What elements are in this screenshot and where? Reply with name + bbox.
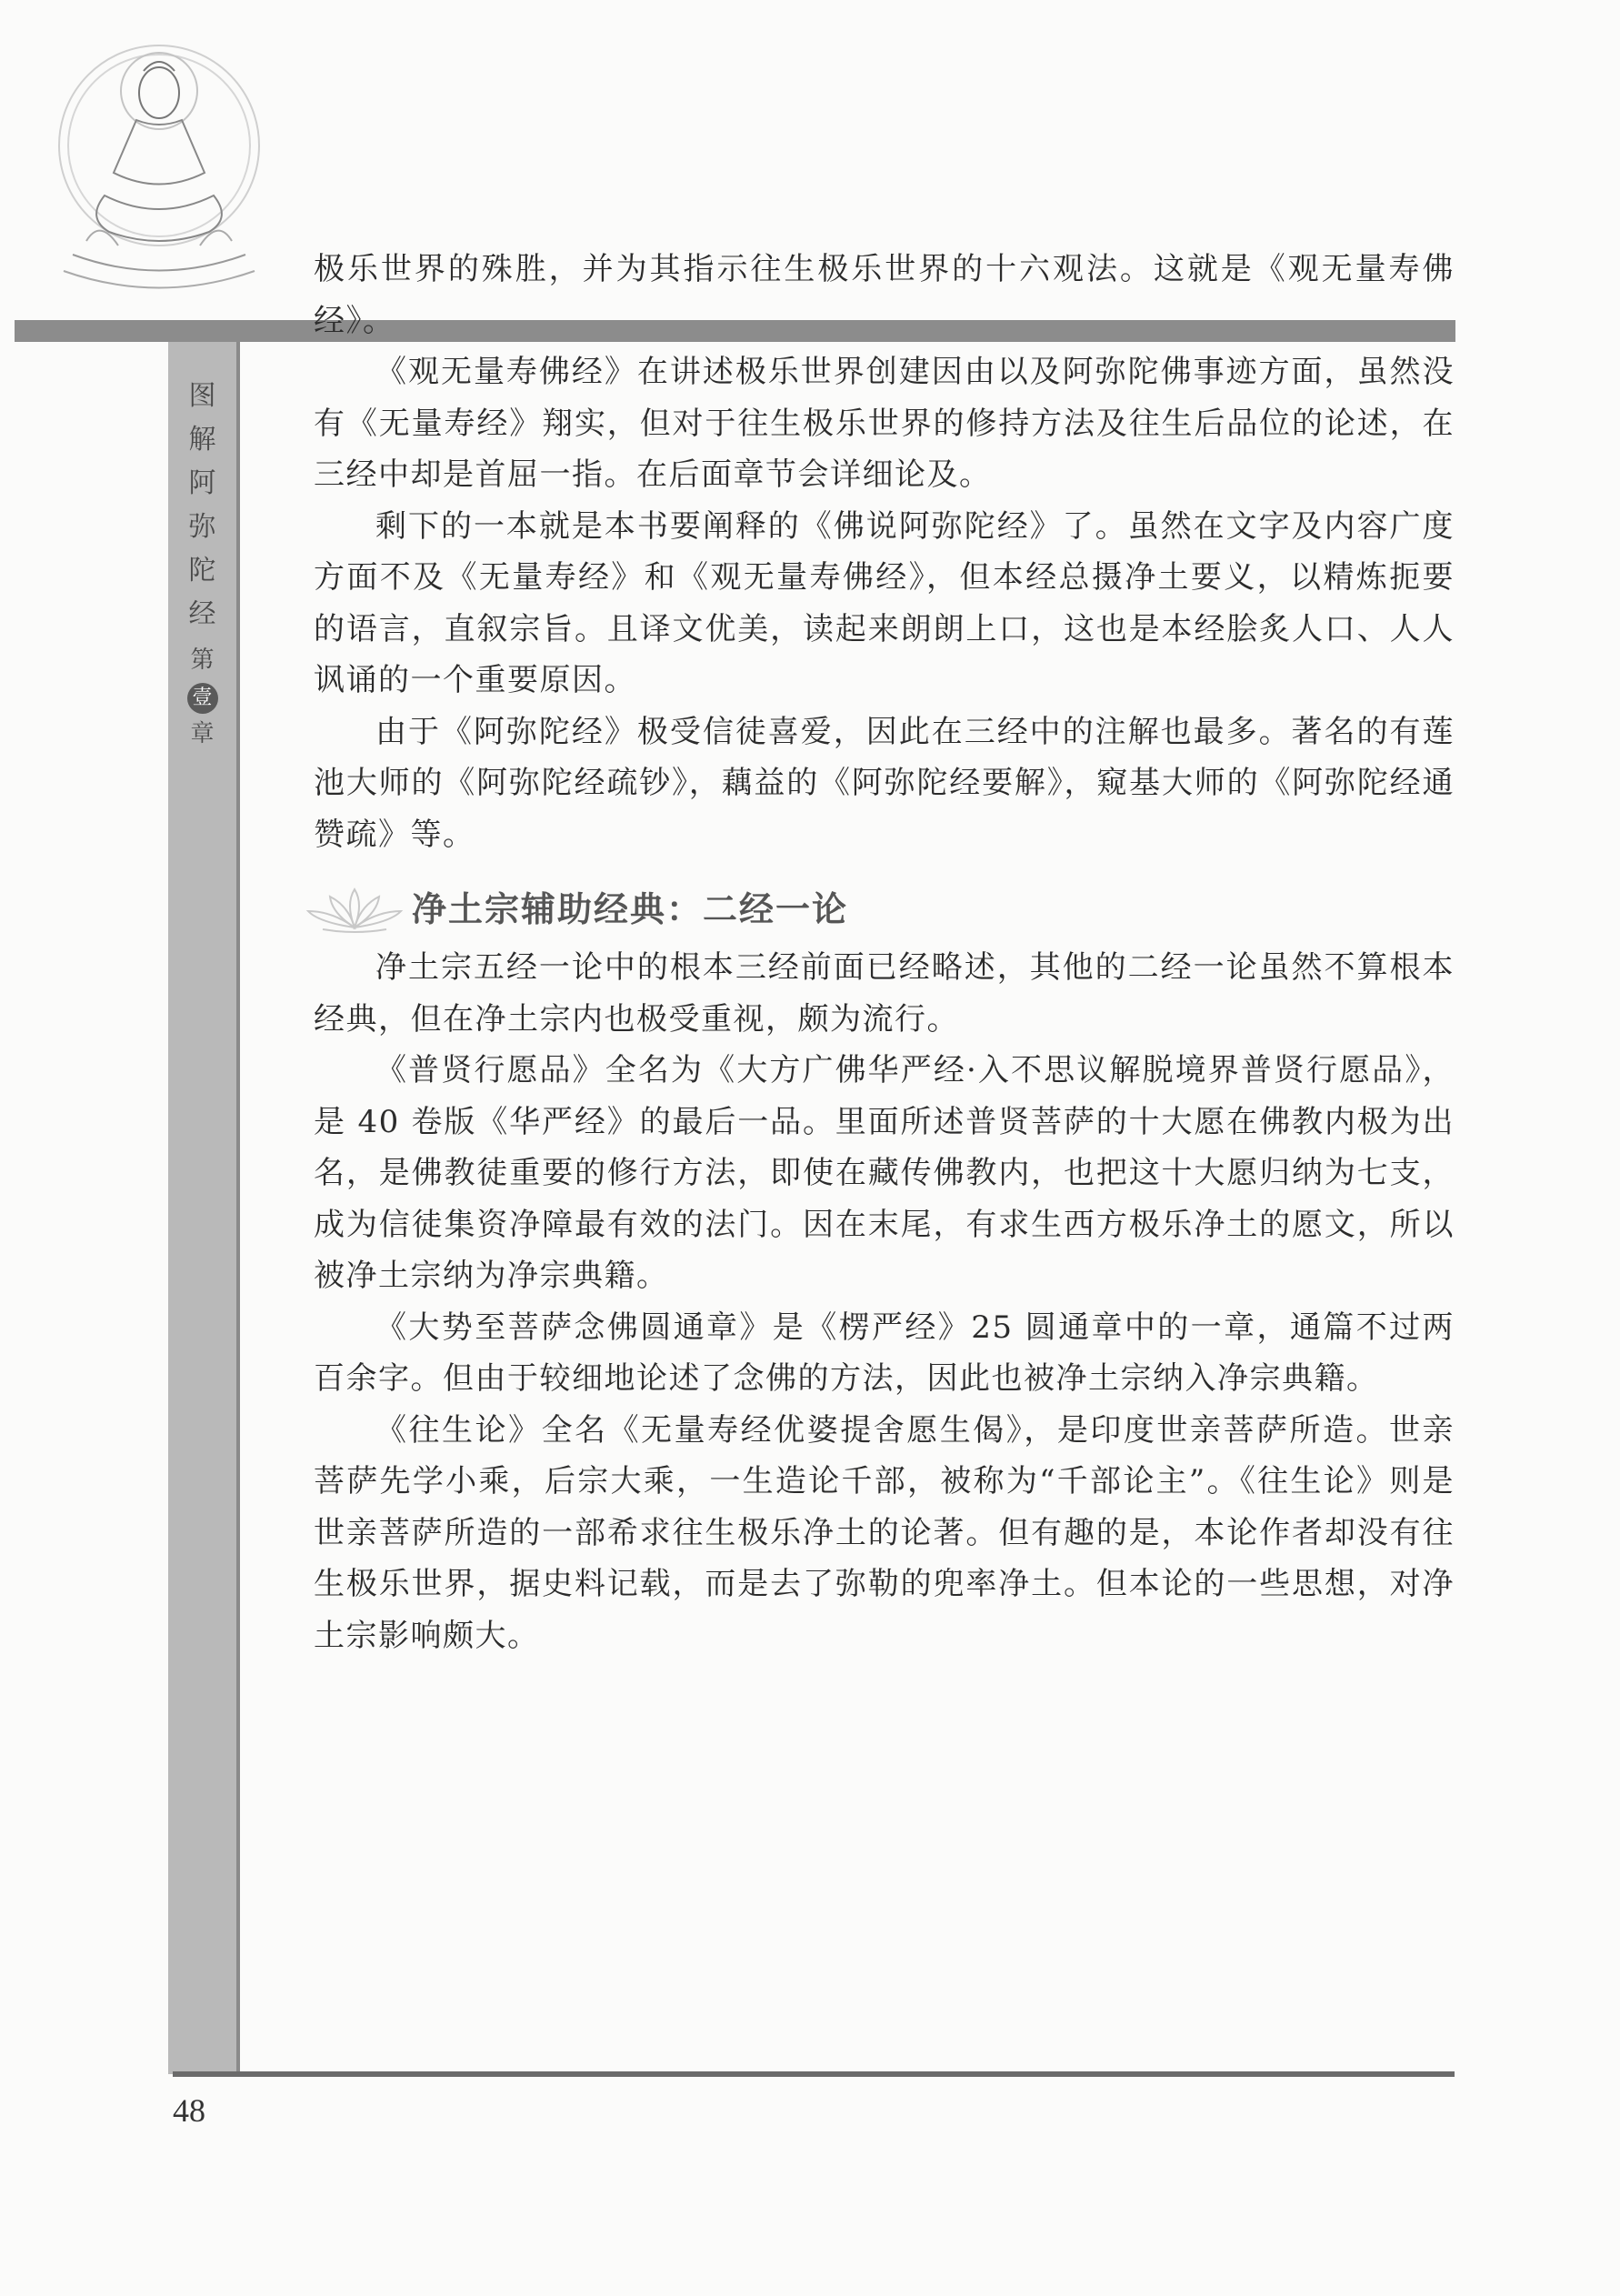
title-char: 经: [188, 598, 216, 630]
book-title-vertical: [168, 375, 236, 637]
lotus-icon: [305, 886, 405, 933]
section-heading-text: 净土宗辅助经典：二经一论: [412, 889, 849, 929]
paragraph: 《往生论》全名《无量寿经优婆提舍愿生偈》，是印度世亲菩萨所造。世亲菩萨先学小乘，后宗大乘，一生造论千部，被称为“千部论主”。《往生论》则是世亲菩萨所造的一部希求往生极乐净土的论著。但有趣的是，本论作者却没有往生极乐世界，据史料记载，而是去了弥勒的兜率净土。但本论的一些思想，对净土宗影响颇大。: [314, 1411, 1455, 1654]
paragraph: 《观无量寿佛经》在讲述极乐世界创建因由以及阿弥陀佛事迹方面，虽然没有《无量寿经》翔实，但对于往生极乐世界的修持方法及往生后品位的论述，在三经中却是首屈一指。在后面章节会详细论及。: [314, 354, 1455, 493]
paragraph: 净土宗五经一论中的根本三经前面已经略述，其他的二经一论虽然不算根本经典，但在净土宗内也极受重视，颇为流行。: [314, 949, 1455, 1038]
paragraph: 极乐世界的殊胜，并为其指示往生极乐世界的十六观法。这就是《观无量寿佛经》。: [314, 251, 1455, 339]
title-char: 解: [188, 424, 216, 456]
title-char: 阿: [188, 467, 216, 499]
chapter-label: [168, 642, 236, 752]
page-number: 48: [173, 2092, 205, 2129]
paragraph: 《普贤行愿品》全名为《大方广佛华严经·入不思议解脱境界普贤行愿品》，是 40 卷版《华严经》的最后一品。里面所述普贤菩萨的十大愿在佛教内极为出名，是佛教徒重要的修行方法，即使在藏传佛教内，也把这十大愿归纳为七支，成为信徒集资净障最有效的法门。因在末尾，有求生西方极乐净土的愿文，所以被净土宗纳为净宗典籍。: [314, 1052, 1455, 1294]
paragraph: 由于《阿弥陀经》极受信徒喜爱，因此在三经中的注解也最多。著名的有莲池大师的《阿弥陀经疏钞》，藕益的《阿弥陀经要解》，窥基大师的《阿弥陀经通赞疏》等。: [314, 713, 1455, 853]
title-char: 图: [188, 380, 216, 412]
section-heading: [305, 880, 1455, 938]
chapter-side-strip: [168, 342, 240, 2074]
bottom-rule: [173, 2071, 1455, 2077]
main-text: [314, 244, 1455, 1661]
paragraph: 《大势至菩萨念佛圆通章》是《楞严经》25 圆通章中的一章，通篇不过两百余字。但由于较细地论述了念佛的方法，因此也被净土宗纳入净宗典籍。: [314, 1308, 1455, 1397]
title-char: 弥: [188, 511, 216, 543]
chapter-suffix: 章: [190, 720, 215, 747]
paragraph: 剩下的一本就是本书要阐释的《佛说阿弥陀经》了。虽然在文字及内容广度方面不及《无量寿经》和《观无量寿佛经》，但本经总摄净土要义，以精炼扼要的语言，直叙宗旨。且译文优美，读起来朗朗上口，这也是本经脍炙人口、人人讽诵的一个重要原因。: [314, 507, 1455, 698]
title-char: 陀: [188, 555, 216, 587]
chapter-prefix: 第: [190, 647, 215, 674]
chapter-number-badge: 壹: [187, 683, 218, 714]
buddha-illustration: [36, 36, 282, 300]
